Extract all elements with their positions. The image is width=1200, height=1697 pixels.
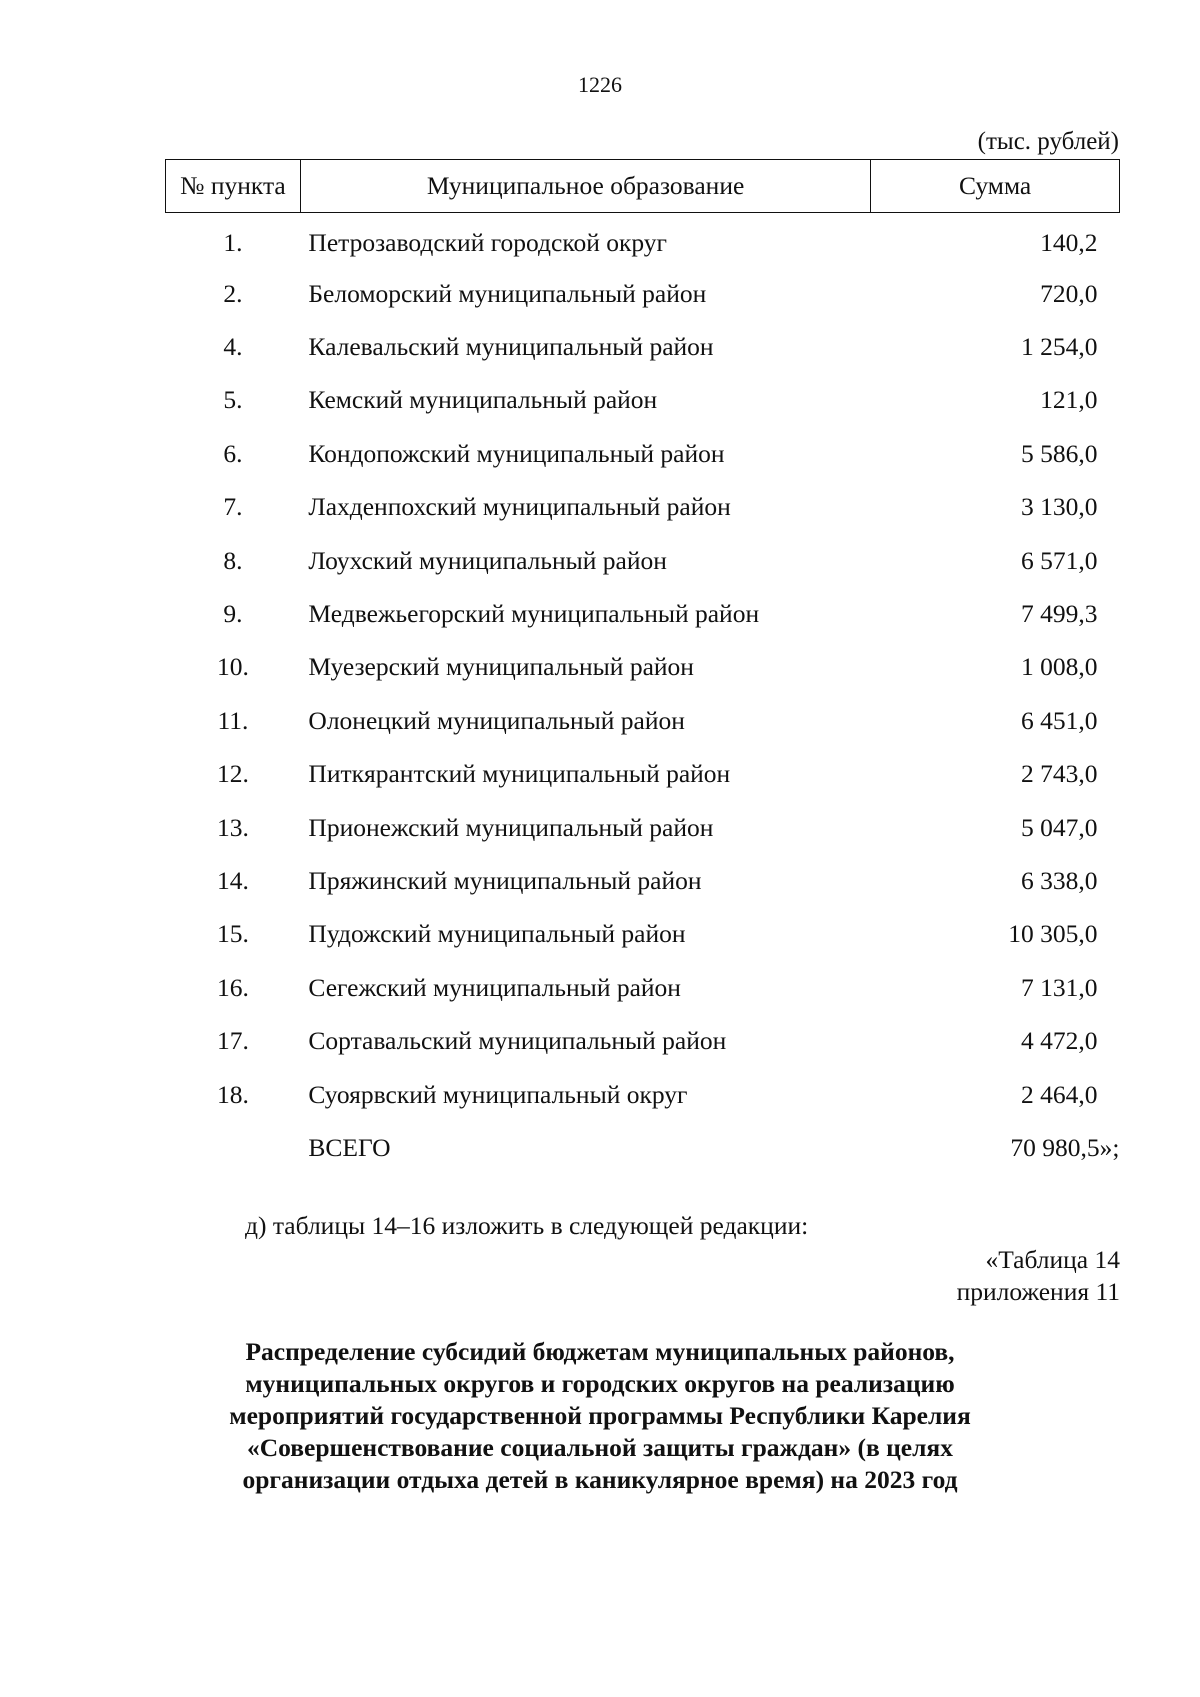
table-row bbox=[166, 854, 1120, 907]
row-amount: 720,0 bbox=[1040, 278, 1098, 308]
header-amount: Сумма bbox=[871, 160, 1120, 213]
row-amount: 121,0 bbox=[1040, 385, 1098, 415]
row-number: 14. bbox=[217, 865, 249, 895]
header-number: № пункта bbox=[166, 160, 301, 213]
heading-line: Распределение субсидий бюджетам муниципальных районов, bbox=[245, 1337, 955, 1366]
row-amount: 6 571,0 bbox=[1021, 545, 1098, 575]
row-number: 9. bbox=[223, 599, 243, 629]
row-municipality: ВСЕГО bbox=[308, 1132, 391, 1162]
row-amount: 1 008,0 bbox=[1021, 652, 1098, 682]
row-number: 4. bbox=[223, 332, 243, 362]
row-municipality: Сортавальский муниципальный район bbox=[308, 1026, 727, 1056]
heading-line: организации отдыха детей в каникулярное время) на 2023 год bbox=[242, 1465, 958, 1494]
table-row bbox=[166, 908, 1120, 961]
row-number: 8. bbox=[223, 545, 243, 575]
row-municipality: Питкярантский муниципальный район bbox=[308, 759, 731, 789]
subsidy-table bbox=[165, 159, 1120, 1175]
row-municipality: Беломорский муниципальный район bbox=[308, 278, 707, 308]
table-row bbox=[166, 320, 1120, 373]
row-number: 16. bbox=[217, 972, 249, 1002]
table-reference bbox=[957, 1244, 1120, 1308]
heading-line: муниципальных округов и городских округов на реализацию bbox=[245, 1369, 955, 1398]
row-municipality: Суоярвский муниципальный округ bbox=[308, 1079, 688, 1109]
row-municipality: Сегежский муниципальный район bbox=[308, 972, 681, 1002]
table-row bbox=[166, 801, 1120, 854]
table-row bbox=[166, 1068, 1120, 1121]
row-municipality: Олонецкий муниципальный район bbox=[308, 705, 685, 735]
page-number: 1226 bbox=[578, 72, 622, 97]
table-row bbox=[166, 213, 1120, 268]
table-row bbox=[166, 587, 1120, 640]
table-row bbox=[166, 374, 1120, 427]
row-amount: 2 743,0 bbox=[1021, 759, 1098, 789]
row-number: 7. bbox=[223, 492, 243, 522]
row-municipality: Кондопожский муниципальный район bbox=[308, 438, 725, 468]
row-municipality: Лахденпохский муниципальный район bbox=[308, 492, 731, 522]
row-number: 18. bbox=[217, 1079, 249, 1109]
table-row bbox=[166, 427, 1120, 480]
row-amount: 5 047,0 bbox=[1021, 812, 1098, 842]
row-municipality: Прионежский муниципальный район bbox=[308, 812, 714, 842]
row-municipality: Кемский муниципальный район bbox=[308, 385, 658, 415]
row-municipality: Пряжинский муниципальный район bbox=[308, 865, 702, 895]
table-row bbox=[166, 267, 1120, 320]
row-number: 5. bbox=[223, 385, 243, 415]
table-body bbox=[166, 213, 1120, 1175]
row-amount: 4 472,0 bbox=[1021, 1026, 1098, 1056]
table-total-row bbox=[166, 1121, 1120, 1174]
row-amount: 3 130,0 bbox=[1021, 492, 1098, 522]
row-amount: 5 586,0 bbox=[1021, 438, 1098, 468]
row-amount: 10 305,0 bbox=[1008, 919, 1098, 949]
row-municipality: Калевальский муниципальный район bbox=[308, 332, 714, 362]
heading-line: мероприятий государственной программы Республики Карелия bbox=[229, 1401, 971, 1430]
row-amount: 7 499,3 bbox=[1021, 599, 1098, 629]
row-number: 12. bbox=[217, 759, 249, 789]
row-number: 10. bbox=[217, 652, 249, 682]
row-municipality: Муезерский муниципальный район bbox=[308, 652, 694, 682]
row-municipality: Петрозаводский городской округ bbox=[308, 228, 667, 257]
amendment-paragraph: д) таблицы 14–16 изложить в следующей редакции: bbox=[245, 1211, 809, 1240]
row-amount: 1 254,0 bbox=[1021, 332, 1098, 362]
row-municipality: Медвежьегорский муниципальный район bbox=[308, 599, 760, 629]
table-row bbox=[166, 748, 1120, 801]
table-row bbox=[166, 481, 1120, 534]
row-municipality: Лоухский муниципальный район bbox=[308, 545, 667, 575]
row-number: 2. bbox=[223, 278, 243, 308]
row-amount: 70 980,5»; bbox=[1010, 1132, 1120, 1162]
row-number: 11. bbox=[217, 705, 249, 735]
row-amount: 140,2 bbox=[1040, 228, 1098, 257]
heading-line: «Совершенствование социальной защиты граждан» (в целях bbox=[247, 1433, 953, 1462]
row-amount: 7 131,0 bbox=[1021, 972, 1098, 1002]
table-row bbox=[166, 641, 1120, 694]
row-number: 17. bbox=[217, 1026, 249, 1056]
row-number: 15. bbox=[217, 919, 249, 949]
units-label: (тыс. рублей) bbox=[977, 128, 1119, 155]
row-amount: 6 451,0 bbox=[1021, 705, 1098, 735]
table-row bbox=[166, 694, 1120, 747]
row-number: 1. bbox=[223, 228, 243, 257]
table-header-row bbox=[166, 160, 1120, 213]
table-row bbox=[166, 1014, 1120, 1067]
header-municipality: Муниципальное образование bbox=[300, 160, 870, 213]
row-number: 6. bbox=[223, 438, 243, 468]
section-heading bbox=[150, 1336, 1050, 1496]
row-number: 13. bbox=[217, 812, 249, 842]
table-ref-line: приложения 11 bbox=[956, 1277, 1120, 1306]
row-amount: 6 338,0 bbox=[1021, 865, 1098, 895]
table-row bbox=[166, 534, 1120, 587]
table-row bbox=[166, 961, 1120, 1014]
row-amount: 2 464,0 bbox=[1021, 1079, 1098, 1109]
row-municipality: Пудожский муниципальный район bbox=[308, 919, 686, 949]
table-ref-line: «Таблица 14 bbox=[985, 1245, 1120, 1274]
row-number bbox=[166, 1121, 301, 1174]
